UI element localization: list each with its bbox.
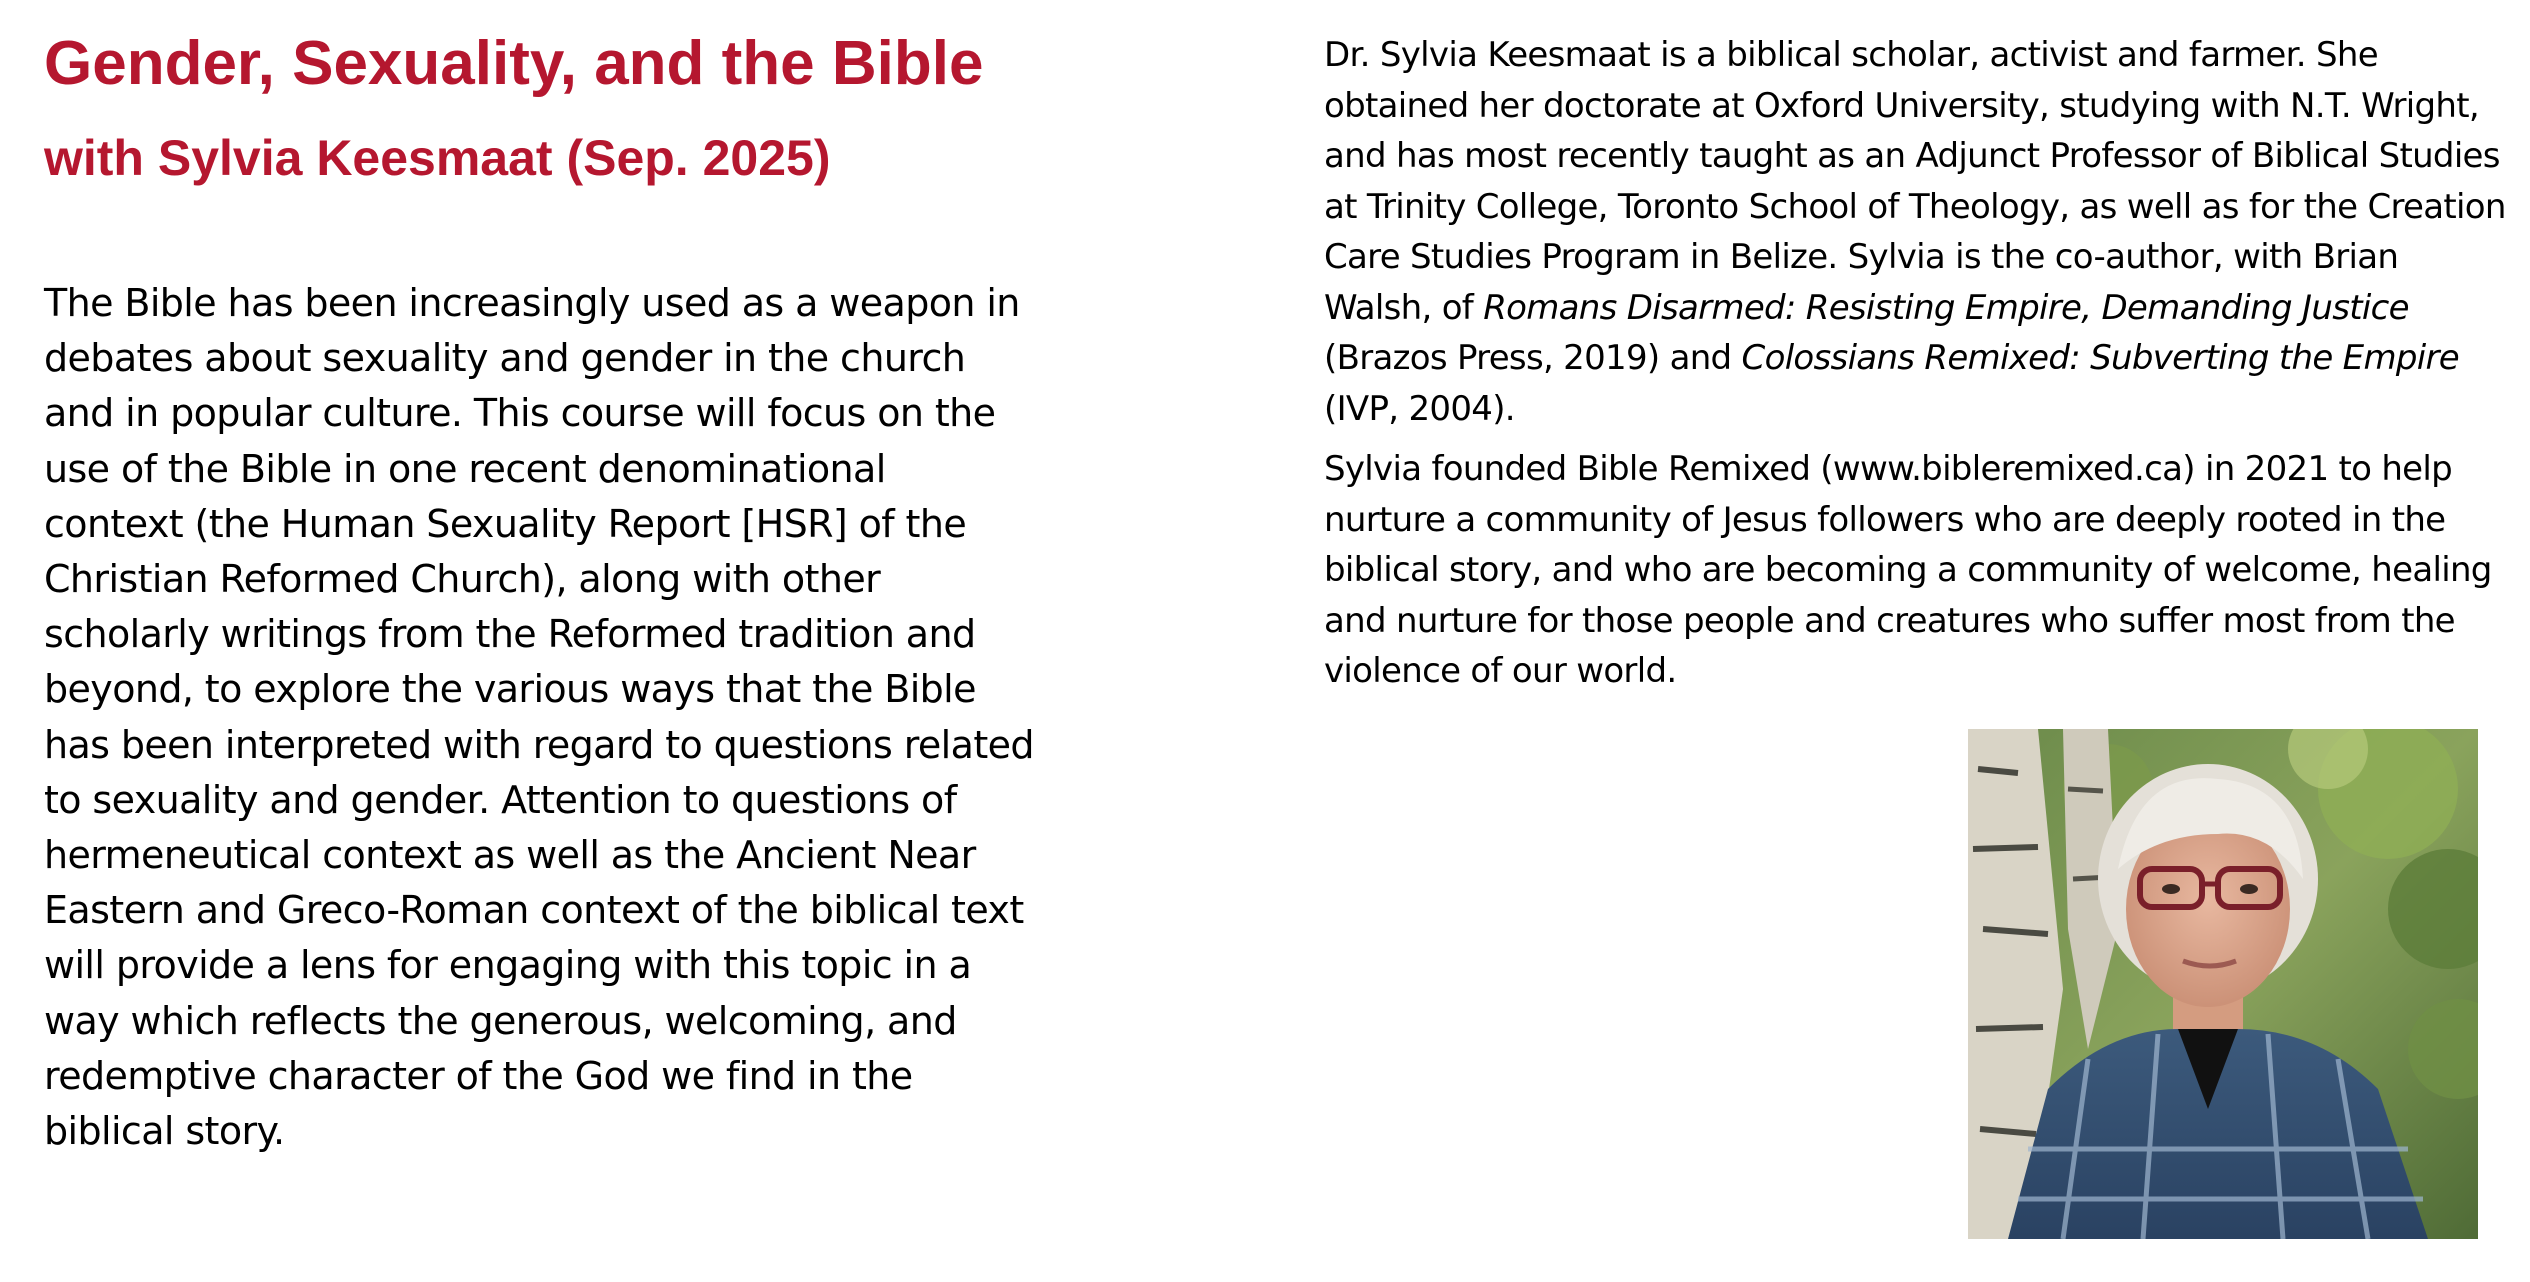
course-description: The Bible has been increasingly used as a weapon in debates about sexuality and gender in the church and in popular culture. This course will focus on the use of the Bible in one recent denominational context (the Human Sexuality Report [HSR] of the Christian Reformed Church), along with other scholarly writings from the Reformed tradition and beyond, to explore the various ways that the Bible has been interpreted with regard to questions related to sexuality and gender. Attention to questions of hermeneutical context as well as the Ancient Near Eastern and Greco-Roman context of the biblical text will provide a lens for engaging with this topic in a way which reflects the generous, welcoming, and redemptive character of the God we find in the biblical story. bbox=[44, 281, 1034, 1154]
page-subtitle: with Sylvia Keesmaat (Sep. 2025) bbox=[44, 130, 831, 186]
bio-intro-text: Dr. Sylvia Keesmaat is a biblical scholar, activist and farmer. She obtained her doctorate at Oxford University, studying with N.T. Wright, and has most recently taught as an Adjunct Professor of Biblical Studies at Trinity College, Toronto School of Theology, as well as for the Creation Care Studies Program in Belize. Sylvia is the co-author, with Brian Walsh, of bbox=[1324, 35, 2506, 328]
bio-paragraph-2: Sylvia founded Bible Remixed (www.bibleremixed.ca) in 2021 to help nurture a community of Jesus followers who are deeply rooted in the biblical story, and who are becoming a community of welcome, healing and nurture for those people and creatures who suffer most from the violence of our world. bbox=[1324, 449, 2492, 691]
course-column bbox=[44, 26, 1034, 1159]
page-title: Gender, Sexuality, and the Bible bbox=[44, 29, 984, 98]
book-title-colossians-remixed: Colossians Remixed: Subverting the Empire bbox=[1741, 338, 2459, 378]
portrait-photo bbox=[1968, 729, 2478, 1239]
bio-paragraph-1 bbox=[1324, 30, 2514, 434]
book-publisher-colossians: (IVP, 2004). bbox=[1324, 388, 1515, 429]
book-publisher-romans: (Brazos Press, 2019) and bbox=[1324, 338, 1742, 378]
bio-column bbox=[1324, 30, 2514, 697]
book-title-romans-disarmed: Romans Disarmed: Resisting Empire, Demanding Justice bbox=[1483, 287, 2409, 328]
